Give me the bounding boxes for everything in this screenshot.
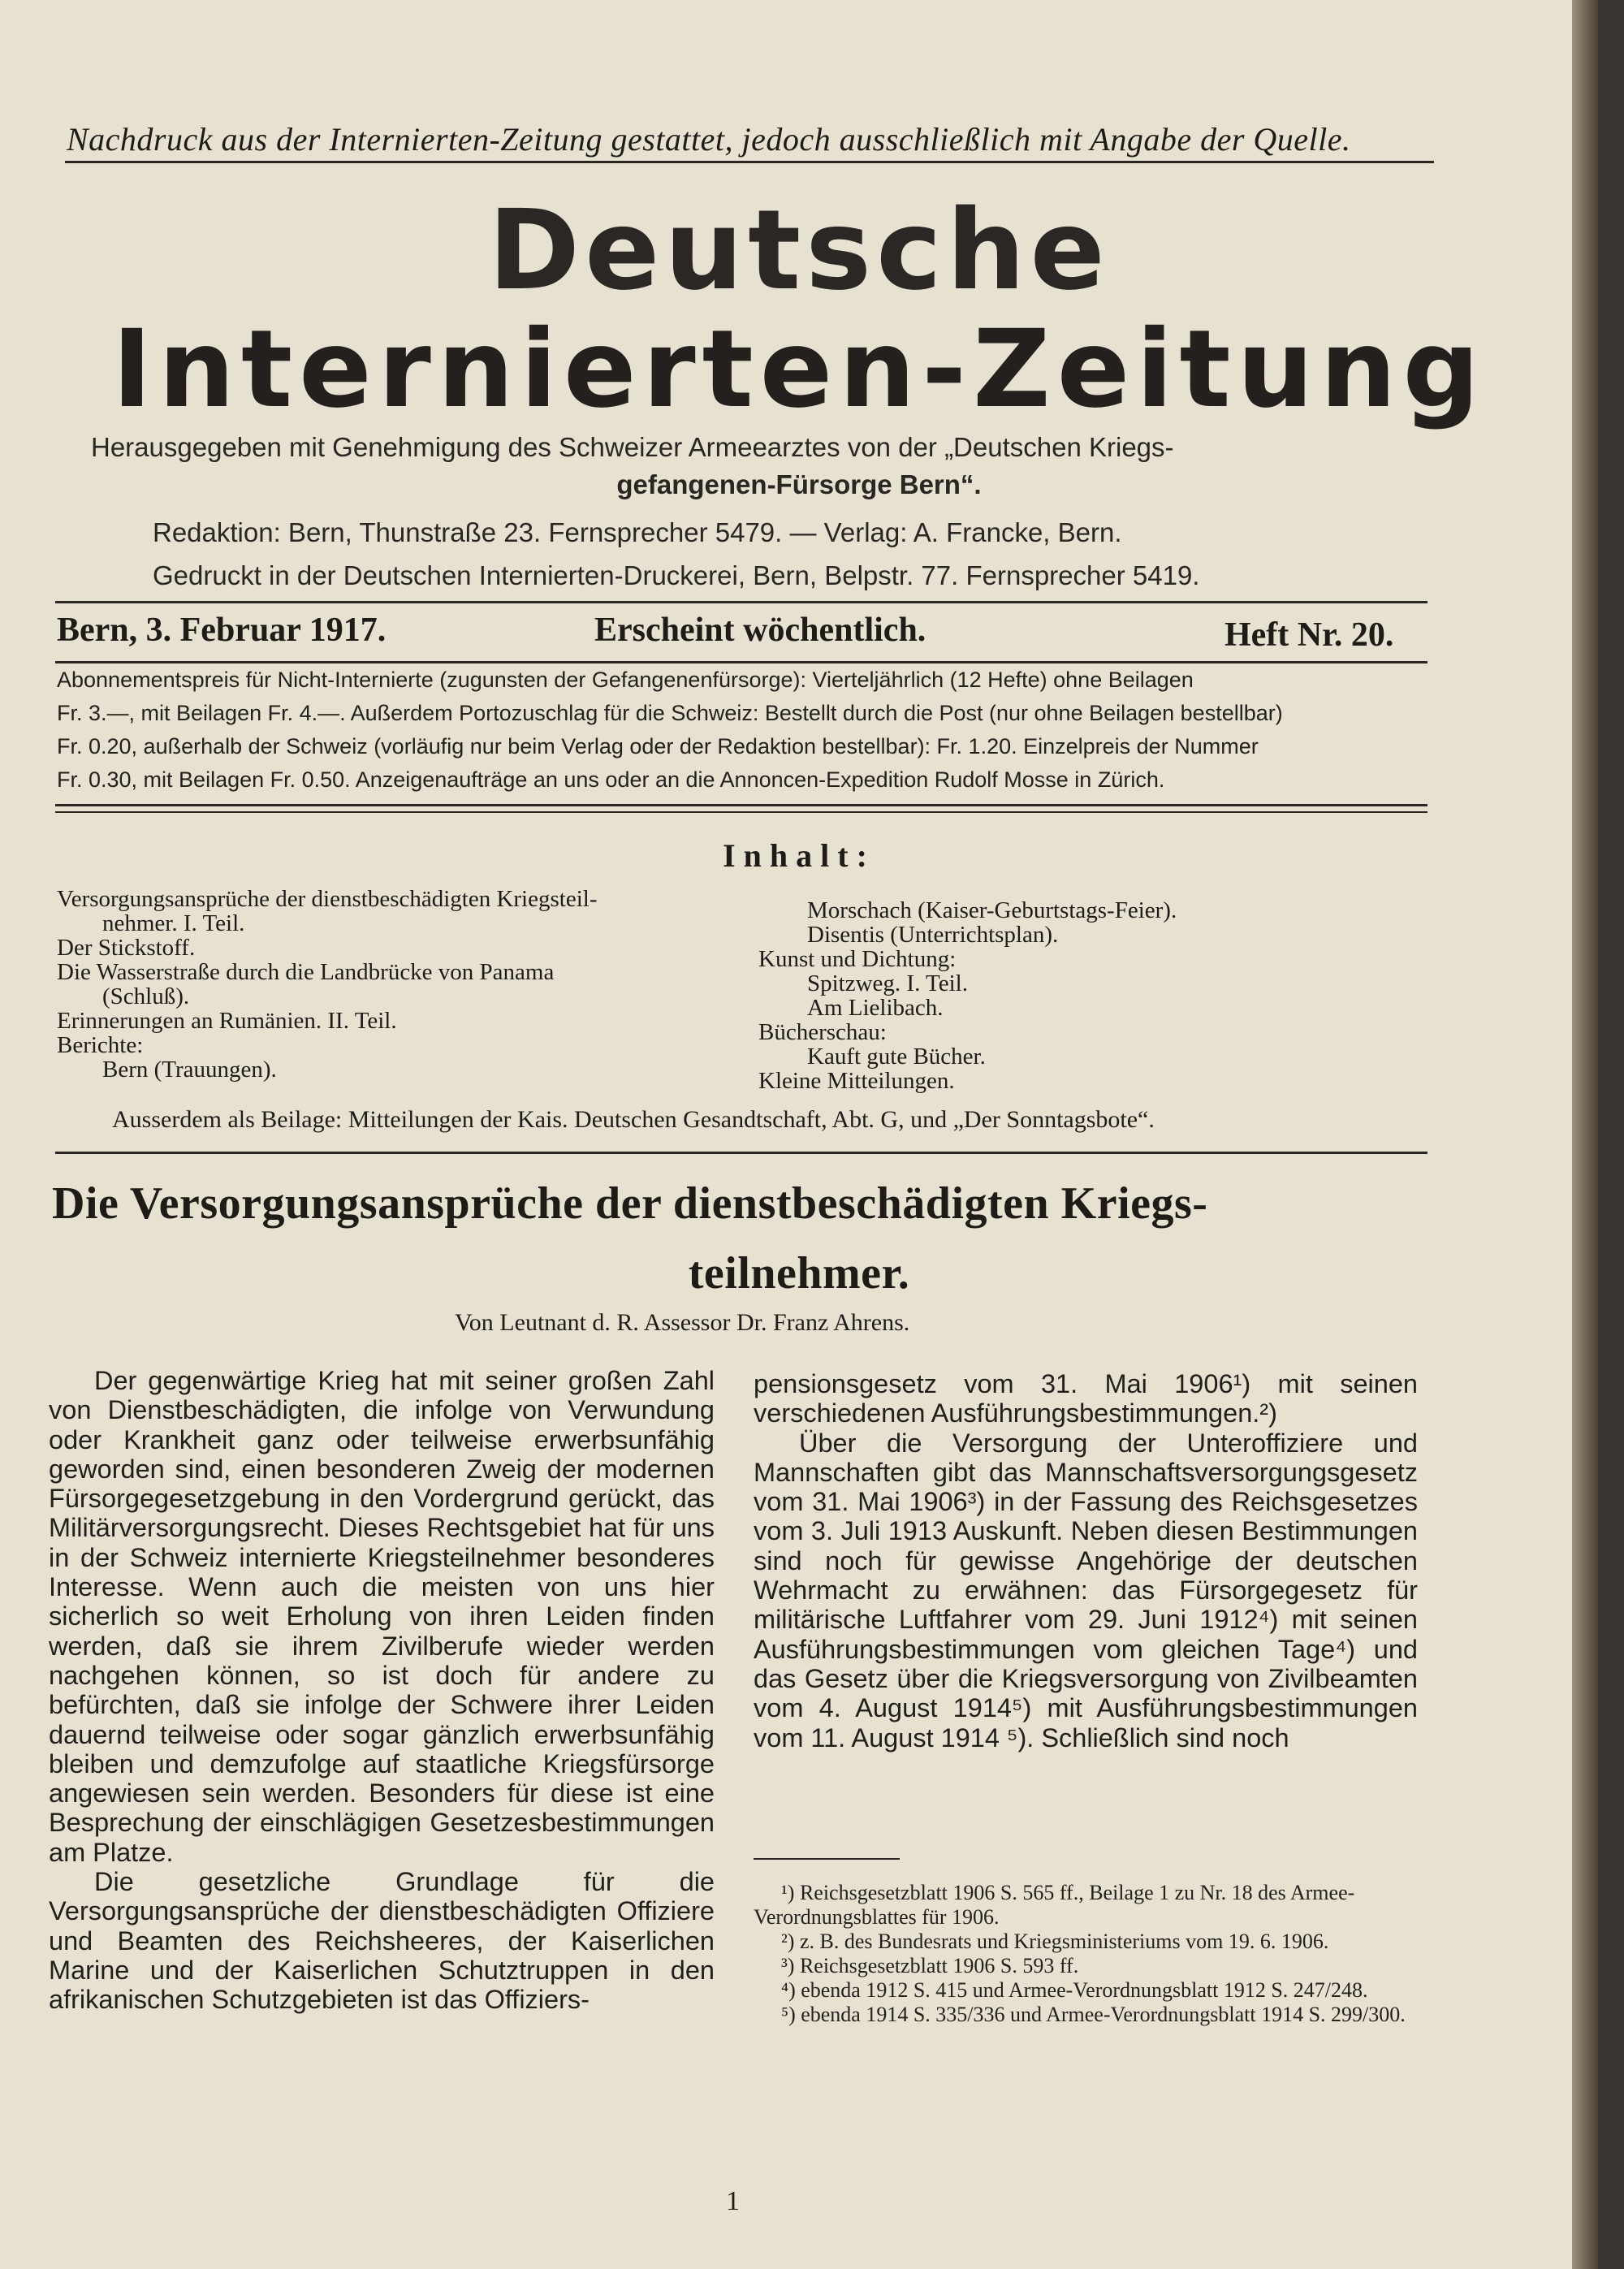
supplement-note: Ausserdem als Beilage: Mitteilungen der Kais. Deutschen Gesandtschaft, Abt. G, und „Der Sonntagsbote“.: [112, 1106, 1155, 1133]
contents-entry: Bücherschau:: [758, 1019, 887, 1045]
contents-entry: Versorgungsansprüche der dienstbeschädigten Kriegsteil-: [57, 886, 598, 912]
footnotes: [754, 1881, 1419, 2027]
masthead-title-line1: Deutsche: [488, 187, 1110, 315]
contents-entry: Am Lielibach.: [807, 995, 944, 1021]
footnote: ²) z. B. des Bundesrats und Kriegsministeriums vom 19. 6. 1906.: [781, 1930, 1329, 1953]
contents-heading: Inhalt:: [723, 837, 875, 874]
contents-left-column: [57, 887, 731, 1082]
issue-frequency: Erscheint wöchentlich.: [594, 612, 926, 649]
footnote: ³) Reichsgesetzblatt 1906 S. 593 ff.: [781, 1954, 1079, 1977]
contents-entry: Spitzweg. I. Teil.: [807, 970, 968, 996]
publisher-line2: gefangenen-Fürsorge Bern“.: [616, 469, 982, 499]
printer-line: Gedruckt in der Deutschen Internierten-Druckerei, Bern, Belpstr. 77. Fernsprecher 5419.: [153, 560, 1200, 590]
contents-entry: nehmer. I. Teil.: [102, 910, 245, 936]
article-paragraph: Die gesetzliche Grundlage für die Versorgungsansprüche der dienstbeschädigten Offiziere und Beamten des Reichsheeres, der Kaiserlichen Marine und der Kaiserlichen Schutztruppen in den afrikanischen Schutzgebieten ist das Offiziers-: [49, 1867, 715, 2015]
contents-entry: Berichte:: [57, 1032, 144, 1058]
article-headline-line2: teilnehmer.: [688, 1248, 910, 1299]
article-paragraph: Über die Versorgung der Unteroffiziere und Mannschaften gibt das Mannschaftsversorgungsgesetz vom 31. Mai 1906³) in der Fassung des Reichsgesetzes vom 3. Juli 1913 Auskunft. Neben diesen Bestimmungen sind noch für gewisse Angehörige der deutschen Wehrmacht zu erwähnen: das Fürsorgegesetz für militärische Luftfahrer vom 29. Juni 1912⁴) mit seinen Ausführungsbestimmungen vom gleichen Tage⁴) und das Gesetz über die Kriegsversorgung von Zivilbeamten vom 4. August 1914⁵) mit Ausführungsbestimmungen vom 11. August 1914 ⁵). Schließlich sind noch: [754, 1428, 1418, 1753]
subscription-line: Fr. 0.20, außerhalb der Schweiz (vorläufig nur beim Verlag oder der Redaktion bestellbar): Fr. 1.20. Einzelpreis der Nummer: [57, 734, 1259, 758]
masthead-title-line2: Internierten-Zeitung: [111, 307, 1487, 432]
editorial-line: Redaktion: Bern, Thunstraße 23. Fernsprecher 5479. — Verlag: A. Francke, Bern.: [153, 517, 1122, 547]
article-paragraph: pensionsgesetz vom 31. Mai 1906¹) mit seinen verschiedenen Ausführungsbestimmungen.²): [754, 1369, 1418, 1428]
subscription-line: Fr. 0.30, mit Beilagen Fr. 0.50. Anzeigenaufträge an uns oder an die Annoncen-Expedition Rudolf Mosse in Zürich.: [57, 767, 1165, 792]
issue-number: Heft Nr. 20.: [1224, 616, 1394, 654]
contents-entry: Kleine Mitteilungen.: [758, 1068, 955, 1094]
header-rule-mid: [55, 661, 1427, 663]
page-edge-shadow: [1572, 0, 1598, 2269]
subscription-line: Fr. 3.—, mit Beilagen Fr. 4.—. Außerdem Portozuschlag für die Schweiz: Bestellt durch die Post (nur ohne Beilagen bestellbar): [57, 701, 1283, 725]
contents-entry: Morschach (Kaiser-Geburtstags-Feier).: [807, 897, 1177, 923]
contents-entry: Kunst und Dichtung:: [758, 946, 957, 972]
reprint-notice: Nachdruck aus der Internierten-Zeitung gestattet, jedoch ausschließlich mit Angabe der Quelle.: [67, 121, 1351, 158]
footnote: ⁵) ebenda 1914 S. 335/336 und Armee-Verordnungsblatt 1914 S. 299/300.: [781, 2003, 1406, 2026]
reprint-rule: [65, 161, 1434, 163]
contents-rule: [55, 1152, 1427, 1154]
double-rule-b: [55, 811, 1427, 813]
contents-entry: Die Wasserstraße durch die Landbrücke von Panama: [57, 959, 555, 985]
footnote-rule: [754, 1858, 900, 1860]
contents-right-column: [758, 898, 1424, 1093]
article-headline-line1: Die Versorgungsansprüche der dienstbeschädigten Kriegs-: [52, 1178, 1208, 1229]
contents-entry: Disentis (Unterrichtsplan).: [807, 922, 1059, 948]
contents-entry: Bern (Trauungen).: [102, 1057, 277, 1083]
contents-entry: Kauft gute Bücher.: [807, 1044, 986, 1070]
article-paragraph: Der gegenwärtige Krieg hat mit seiner großen Zahl von Dienstbeschädigten, die infolge von Verwundung oder Krankheit ganz oder teilweise erwerbsunfähig geworden sind, einen besonderen Zweig der modernen Fürsorgegesetzgebung in den Vordergrund gerückt, das Militärversorgungsrecht. Dieses Rechtsgebiet hat für uns in der Schweiz internierte Kriegsteilnehmer besonderes Interesse. Wenn auch die meisten von uns hier sicherlich so weit Erholung von ihren Leiden finden werden, daß sie ihrem Zivilberufe wieder werden nachgehen können, so ist doch für andere zu befürchten, daß sie infolge der Schwere ihrer Leiden dauernd teilweise oder sogar gänzlich erwerbsunfähig bleiben und demzufolge auf staatliche Kriegsfürsorge angewiesen sein werden. Besonders für diese ist eine Besprechung der einschlägigen Gesetzesbestimmungen am Platze.: [49, 1366, 715, 1867]
header-rule-top: [55, 601, 1427, 603]
double-rule-a: [55, 804, 1427, 806]
page-number: 1: [726, 2186, 740, 2216]
issue-date: Bern, 3. Februar 1917.: [57, 612, 387, 649]
contents-entry: Der Stickstoff.: [57, 935, 196, 961]
article-left-column: [49, 1366, 715, 2015]
footnote: ⁴) ebenda 1912 S. 415 und Armee-Verordnungsblatt 1912 S. 247/248.: [781, 1978, 1368, 2002]
article-byline: Von Leutnant d. R. Assessor Dr. Franz Ahrens.: [455, 1309, 910, 1336]
subscription-line: Abonnementspreis für Nicht-Internierte (zugunsten der Gefangenenfürsorge): Vierteljährlich (12 Hefte) ohne Beilagen: [57, 668, 1194, 692]
publisher-line1: Herausgegeben mit Genehmigung des Schweizer Armeearztes von der „Deutschen Kriegs-: [91, 432, 1174, 462]
article-right-column: [754, 1369, 1418, 1753]
footnote: ¹) Reichsgesetzblatt 1906 S. 565 ff., Beilage 1 zu Nr. 18 des Armee-Verordnungsblattes für 1906.: [754, 1881, 1355, 1929]
contents-entry: (Schluß).: [102, 983, 190, 1009]
contents-entry: Erinnerungen an Rumänien. II. Teil.: [57, 1008, 397, 1034]
